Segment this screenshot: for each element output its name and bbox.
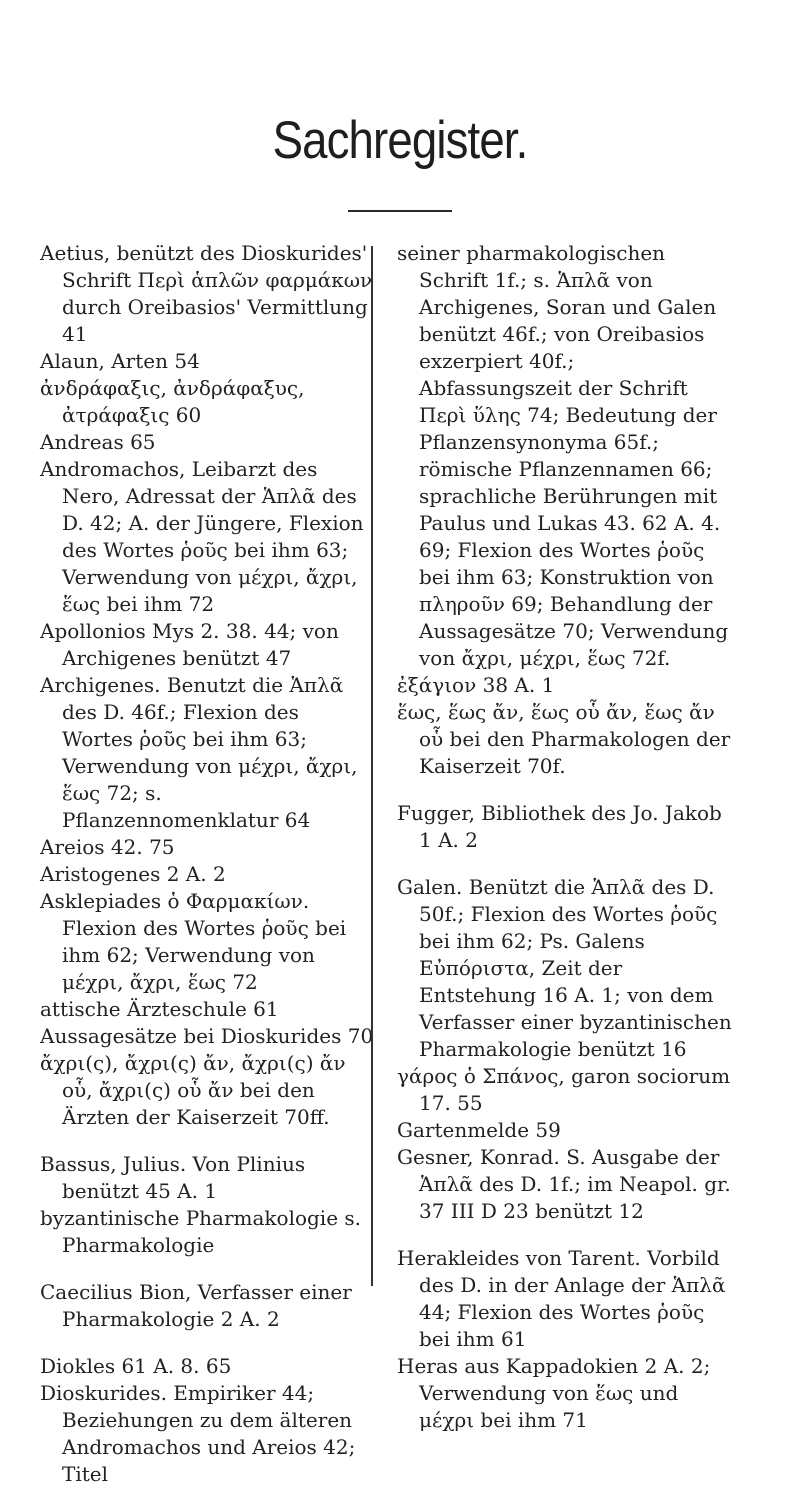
index-entry: seiner pharmakologischen Schrift 1f.; s. Ἁπλᾶ von Archigenes, Soran und Galen benützt 46f.; von Oreibasios exzerpiert 40f.; Abfassungszeit der Schrift Περὶ ὕλης 74; Bedeutung der Pflanzensynonyma 65f.; römische Pflanzennamen 66; sprachliche Berührungen mit Paulus und Lukas 43. 62 A. 4. 69; Flexion des Wortes ῥοῦς bei ihm 63; Konstruktion von πληροῦν 69; Behandlung der Aussagesätze 70; Verwendung von ἄχρι, μέχρι, ἕως 72f.	[397, 241, 729, 670]
index-entry: Apollonios Mys 2. 38. 44; von Archigenes benützt 47	[40, 619, 339, 670]
index-entry: Aristogenes 2 A. 2	[40, 862, 226, 886]
index-entry: Herakleides von Tarent. Vorbild des D. in der Anlage der Ἁπλᾶ 44; Flexion des Wortes ῥοῦς bei ihm 61	[397, 1246, 726, 1351]
right-column	[397, 240, 732, 1434]
index-entry: Diokles 61 A. 8. 65	[40, 1354, 232, 1378]
index-entry: byzantinische Pharmakologie s. Pharmakologie	[40, 1206, 362, 1257]
index-entry: Gesner, Konrad. S. Ausgabe der Ἁπλᾶ des D. 1f.; im Neapol. gr. 37 III D 23 benützt 12	[397, 1145, 731, 1223]
index-entry: γάρος ὁ Σπάνος, garon sociorum 17. 55	[397, 1064, 731, 1115]
index-entry: Areios 42. 75	[40, 835, 175, 859]
index-entry: Fugger, Bibliothek des Jo. Jakob 1 A. 2	[397, 801, 722, 852]
left-column	[40, 240, 375, 1488]
index-entry: Gartenmelde 59	[397, 1118, 561, 1142]
title-rule	[348, 210, 452, 212]
index-entry: Galen. Benützt die Ἁπλᾶ des D. 50f.; Flexion des Wortes ῥοῦς bei ihm 62; Ps. Galens Εὐπόριστα, Zeit der Entstehung 16 A. 1; von dem Verfasser einer byzantinischen Pharmakologie benützt 16	[397, 875, 732, 1061]
index-entry: Bassus, Julius. Von Plinius benützt 45 A. 1	[40, 1152, 306, 1203]
column-divider	[371, 246, 373, 1286]
index-entry: Aetius, benützt des Dioskurides' Schrift Περὶ ἁπλῶν φαρμάκων durch Oreibasios' Vermittlung 41	[40, 241, 373, 346]
index-entry: attische Ärzteschule 61	[40, 997, 279, 1021]
index-entry: Alaun, Arten 54	[40, 349, 200, 373]
index-entry: Aussagesätze bei Dioskurides 70	[40, 1024, 374, 1048]
index-entry: ἀνδράφαξις, ἀνδράφαξυς, ἀτράφαξις 60	[40, 376, 305, 427]
index-entry: ἕως, ἕως ἄν, ἕως οὗ ἄν, ἕως ἄν οὗ bei den Pharmakologen der Kaiserzeit 70f.	[397, 700, 731, 778]
index-entry: Dioskurides. Empiriker 44; Beziehungen zu dem älteren Andromachos und Areios 42; Titel	[40, 1381, 356, 1486]
index-entry: Heras aus Kappadokien 2 A. 2; Verwendung von ἕως und μέχρι bei ihm 71	[397, 1354, 711, 1432]
index-entry: Asklepiades ὁ Φαρμακίων. Flexion des Wortes ῥοῦς bei ihm 62; Verwendung von μέχρι, ἄχρι, ἕως 72	[40, 889, 347, 994]
index-entry: Andromachos, Leibarzt des Nero, Adressat der Ἁπλᾶ des D. 42; A. der Jüngere, Flexion des Wortes ῥοῦς bei ihm 63; Verwendung von μέχρι, ἄχρι, ἕως bei ihm 72	[40, 457, 364, 616]
index-entry: ἄχρι(ς), ἄχρι(ς) ἄν, ἄχρι(ς) ἄν οὗ, ἄχρι(ς) οὗ ἄν bei den Ärzten der Kaiserzeit 70ff.	[40, 1051, 346, 1129]
index-entry: ἐξάγιον 38 A. 1	[397, 673, 555, 697]
index-entry: Caecilius Bion, Verfasser einer Pharmakologie 2 A. 2	[40, 1280, 352, 1331]
index-entry: Andreas 65	[40, 430, 156, 454]
index-entry: Archigenes. Benutzt die Ἁπλᾶ des D. 46f.; Flexion des Wortes ῥοῦς bei ihm 63; Verwendung von μέχρι, ἄχρι, ἕως 72; s. Pflanzennomenklatur 64	[40, 673, 358, 832]
page-title: Sachregister.	[272, 111, 528, 170]
